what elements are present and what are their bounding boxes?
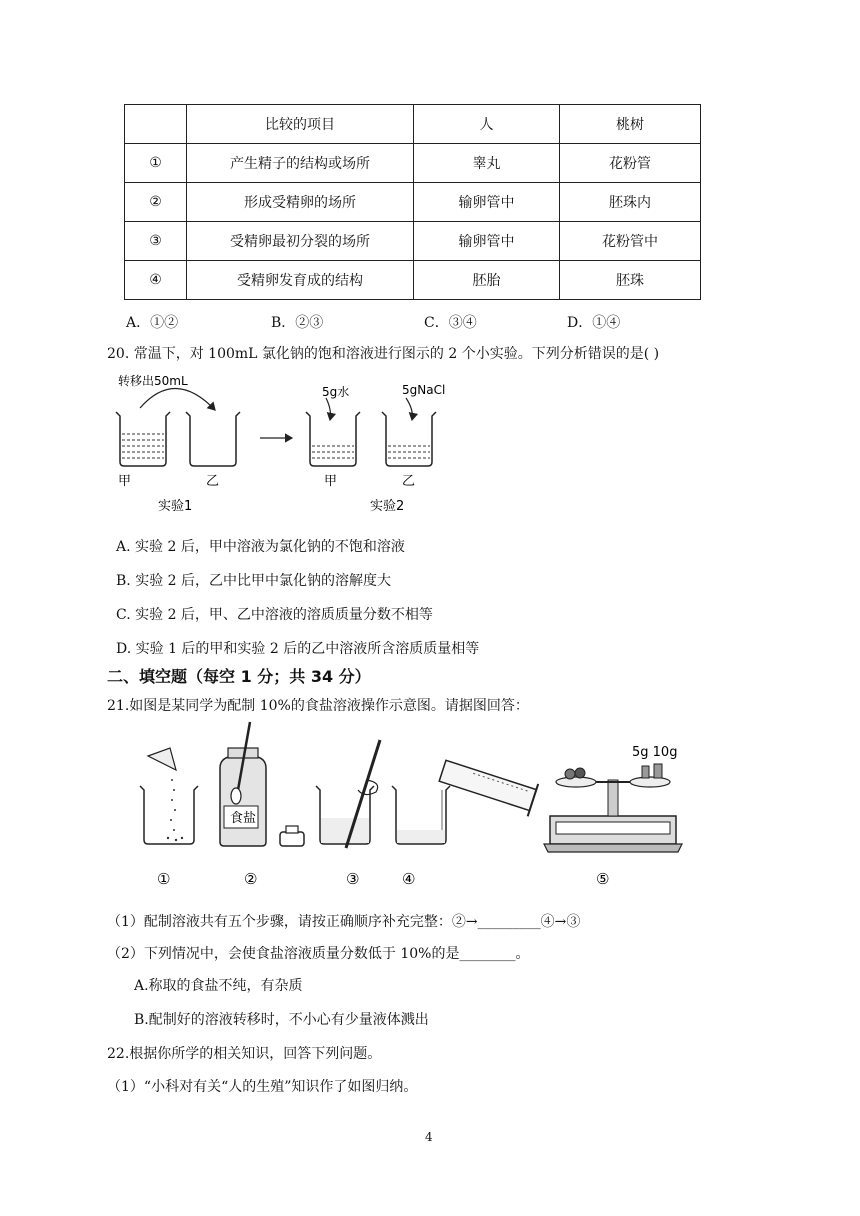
weights-label: 5g 10g <box>632 745 678 760</box>
label-jia-1: 甲 <box>118 474 132 489</box>
q21-option-a: A.称取的食盐不纯，有杂质 <box>134 978 303 994</box>
q21-sub2: （2）下列情况中，会使食盐溶液质量分数低于 10%的是________。 <box>107 946 530 962</box>
q21-option-b: B.配制好的溶液转移时，不小心有少量液体溅出 <box>134 1012 429 1028</box>
table-row <box>125 183 701 222</box>
table-row <box>125 222 701 261</box>
q21-stem: 21.如图是某同学为配制 10%的食盐溶液操作示意图。请据图回答： <box>107 698 529 714</box>
q21-figure <box>130 720 690 895</box>
table-cell: 输卵管中 <box>414 222 560 261</box>
transfer-arrow <box>140 388 215 410</box>
table-cell: 受精卵最初分裂的场所 <box>187 222 414 261</box>
page-number: 4 <box>425 1130 433 1144</box>
step4-pour-water <box>392 755 538 844</box>
table-cell: ④ <box>125 261 187 300</box>
water-label: 5g水 <box>322 385 350 399</box>
water-arrow <box>326 398 331 420</box>
section-heading: 二、填空题（每空 1 分；共 34 分） <box>107 667 371 686</box>
step-label-1: ① <box>157 870 171 888</box>
exp2-label: 实验2 <box>370 499 405 514</box>
step1-pour-salt <box>140 748 198 844</box>
table-header-cell: 人 <box>414 105 560 144</box>
label-yi-1: 乙 <box>206 474 220 489</box>
q19-option-a: A．①② <box>126 315 179 331</box>
table-header-cell <box>125 105 187 144</box>
q20-figure <box>100 370 480 520</box>
q20-option-b: B. 实验 2 后，乙中比甲中氯化钠的溶解度大 <box>116 573 391 589</box>
q20-stem: 20. 常温下，对 100mL 氯化钠的饱和溶液进行图示的 2 个小实验。下列分析错误的是( ) <box>107 346 660 362</box>
q19-option-d: D．①④ <box>567 315 621 331</box>
nacl-arrow <box>406 398 412 420</box>
table-cell: 胚珠 <box>560 261 701 300</box>
beaker-yi-exp2 <box>382 412 436 466</box>
q20-option-a: A. 实验 2 后，甲中溶液为氯化钠的不饱和溶液 <box>116 539 405 555</box>
table-cell: 输卵管中 <box>414 183 560 222</box>
step-label-3: ③ <box>346 870 360 888</box>
beaker-jia-exp1 <box>116 412 170 466</box>
table-row <box>125 261 701 300</box>
q21-sub1: （1）配制溶液共有五个步骤，请按正确顺序补充完整：②→_________④→③ <box>107 914 581 930</box>
table-cell: 产生精子的结构或场所 <box>187 144 414 183</box>
q22-stem: 22.根据你所学的相关知识，回答下列问题。 <box>107 1046 382 1062</box>
q22-sub1: （1）“小科对有关“人的生殖”知识作了如图归纳。 <box>107 1079 418 1095</box>
table-cell: 胚珠内 <box>560 183 701 222</box>
step5-balance <box>544 745 682 852</box>
beaker-yi-exp1 <box>186 412 240 466</box>
label-jia-2: 甲 <box>324 474 338 489</box>
table-cell: ① <box>125 144 187 183</box>
step-label-2: ② <box>244 870 258 888</box>
table-cell: 睾丸 <box>414 144 560 183</box>
beaker-jia-exp2 <box>306 412 360 466</box>
exp1-label: 实验1 <box>158 499 193 514</box>
step3-stir <box>316 740 380 848</box>
transfer-label: 转移出50mL <box>118 374 188 388</box>
table-cell: 受精卵发育成的结构 <box>187 261 414 300</box>
nacl-label: 5gNaCl <box>402 383 446 397</box>
q20-option-d: D. 实验 1 后的甲和实验 2 后的乙中溶液所含溶质质量相等 <box>116 641 480 657</box>
table-cell: 花粉管中 <box>560 222 701 261</box>
q20-option-c: C. 实验 2 后，甲、乙中溶液的溶质质量分数不相等 <box>116 607 433 623</box>
step2-salt-jar <box>220 722 304 846</box>
q19-option-c: C．③④ <box>424 315 477 331</box>
q19-option-b: B．②③ <box>271 315 324 331</box>
salt-label: 食盐 <box>230 811 257 826</box>
step-label-5: ⑤ <box>596 870 610 888</box>
table-cell: ② <box>125 183 187 222</box>
table-cell: ③ <box>125 222 187 261</box>
table-cell: 花粉管 <box>560 144 701 183</box>
table-row <box>125 144 701 183</box>
table-cell: 形成受精卵的场所 <box>187 183 414 222</box>
step-label-4: ④ <box>402 870 416 888</box>
table-header-row <box>125 105 701 144</box>
table-header-cell: 比较的项目 <box>187 105 414 144</box>
comparison-table <box>124 104 701 300</box>
label-yi-2: 乙 <box>402 474 416 489</box>
table-cell: 胚胎 <box>414 261 560 300</box>
table-header-cell: 桃树 <box>560 105 701 144</box>
